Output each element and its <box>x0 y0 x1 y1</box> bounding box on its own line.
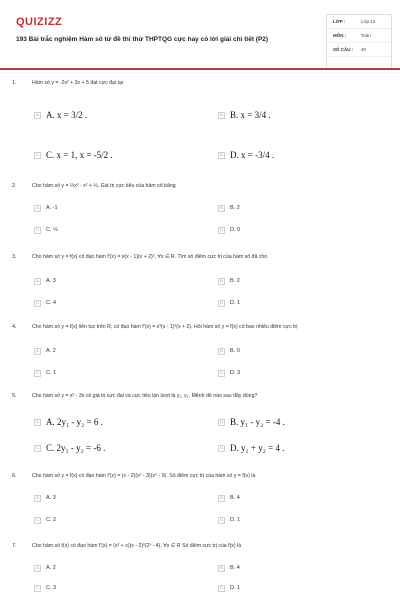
meta-label: LỚP : <box>333 19 346 24</box>
option-text: C. 4 <box>46 300 57 306</box>
option-a[interactable] <box>34 417 103 427</box>
question-number: 7. <box>12 543 17 549</box>
option-a[interactable] <box>34 203 58 213</box>
question-text: Cho hàm số y = f(x) có đạo hàm f'(x) = (x - 2)(x² - 3)(x⁴ - 9). Số điểm cực trị của hàm số y = f(x) là <box>32 473 256 479</box>
option-key-box: A <box>34 348 41 355</box>
option-text: B. y₁ - y₂ = -4 . <box>230 417 285 427</box>
meta-value: Lớp 12 <box>361 19 376 24</box>
option-d[interactable] <box>218 368 240 378</box>
option-key-box: D <box>218 152 225 159</box>
option-text: A. 2 <box>46 565 56 571</box>
option-b[interactable] <box>218 563 240 573</box>
question-text: Hàm số y = -2x² + 3x + 5 đạt cực đại tại <box>32 80 123 86</box>
option-text: C. ⅓ <box>46 227 58 233</box>
option-key-box: D <box>218 445 225 452</box>
meta-label: MÔN : <box>333 33 347 38</box>
option-text: A. 2y₁ - y₂ = 6 . <box>46 417 103 427</box>
option-a[interactable] <box>34 563 56 573</box>
meta-value: 40 <box>361 47 367 52</box>
option-key-box: A <box>34 112 41 119</box>
option-text: A. 3 <box>46 495 56 501</box>
option-text: A. x = 3/2 . <box>46 110 88 120</box>
option-text: A. 2 <box>46 348 56 354</box>
option-c[interactable] <box>34 298 56 308</box>
meta-info-box <box>326 14 392 70</box>
option-key-box: A <box>34 565 41 572</box>
option-a[interactable] <box>34 493 56 503</box>
option-text: C. x = 1, x = -5/2 . <box>46 150 113 160</box>
option-a[interactable] <box>34 346 56 356</box>
meta-value: Toán <box>361 33 371 38</box>
question-number: 3. <box>12 254 17 260</box>
option-key-box: D <box>218 370 225 377</box>
meta-row-subject <box>327 29 391 43</box>
option-key-box: B <box>218 278 225 285</box>
option-d[interactable] <box>218 515 240 525</box>
meta-row-class <box>327 15 391 29</box>
option-text: D. 1 <box>230 585 241 591</box>
question-text: Cho hàm số y = ⅓x³ - x² + ⅓. Giá trị cực tiểu của hàm số bằng <box>32 183 176 189</box>
question-text: Cho hàm số y = f(x) liên tục trên R, có đạo hàm f'(x) = x³(x - 1)²(x + 2). Hỏi hàm số y = f(x) có bao nhiêu điểm cực trị <box>32 324 298 330</box>
option-key-box: A <box>34 419 41 426</box>
question-number: 1. <box>12 80 17 86</box>
option-b[interactable] <box>218 276 240 286</box>
header-divider <box>0 68 400 70</box>
question-number: 5. <box>12 393 17 399</box>
option-key-box: B <box>218 205 225 212</box>
option-key-box: B <box>218 419 225 426</box>
option-key-box: C <box>34 152 41 159</box>
option-c[interactable] <box>34 583 56 593</box>
option-key-box: A <box>34 278 41 285</box>
option-d[interactable] <box>218 298 240 308</box>
option-key-box: D <box>218 227 225 234</box>
option-d[interactable] <box>218 150 274 160</box>
option-text: D. x = -3/4 . <box>230 150 275 160</box>
option-text: D. 1 <box>230 300 241 306</box>
option-key-box: C <box>34 445 41 452</box>
option-c[interactable] <box>34 515 56 525</box>
option-c[interactable] <box>34 150 113 160</box>
option-d[interactable] <box>218 583 240 593</box>
option-b[interactable] <box>218 417 285 427</box>
meta-row-count <box>327 43 391 57</box>
option-text: B. 0 <box>230 348 240 354</box>
option-text: B. 2 <box>230 205 240 211</box>
document-title: 193 Bài trắc nghiệm Hàm số từ đề thi thử THPTQG cực hay có lời giải chi tiết (P2) <box>16 36 269 43</box>
option-text: B. 4 <box>230 495 240 501</box>
option-key-box: C <box>34 585 41 592</box>
option-b[interactable] <box>218 493 240 503</box>
option-c[interactable] <box>34 368 56 378</box>
option-text: C. 3 <box>46 585 57 591</box>
option-text: C. 2y₁ - y₂ = -6 . <box>46 443 106 453</box>
option-a[interactable] <box>34 276 56 286</box>
question-number: 6. <box>12 473 17 479</box>
question-number: 2. <box>12 183 17 189</box>
option-text: C. 2 <box>46 517 57 523</box>
option-c[interactable] <box>34 443 105 453</box>
option-text: A. -1 <box>46 205 58 211</box>
option-key-box: C <box>34 370 41 377</box>
quizizz-logo: QUIZIZZ <box>16 16 63 28</box>
option-text: A. 3 <box>46 278 56 284</box>
option-key-box: D <box>218 517 225 524</box>
option-key-box: D <box>218 585 225 592</box>
option-c[interactable] <box>34 225 58 235</box>
option-key-box: B <box>218 495 225 502</box>
option-text: B. 4 <box>230 565 240 571</box>
document-header <box>8 8 392 68</box>
option-key-box: C <box>34 300 41 307</box>
option-key-box: B <box>218 112 225 119</box>
option-text: D. 0 <box>230 227 241 233</box>
option-text: D. 3 <box>230 370 241 376</box>
option-key-box: B <box>218 565 225 572</box>
option-d[interactable] <box>218 225 240 235</box>
option-text: D. 1 <box>230 517 241 523</box>
option-key-box: D <box>218 300 225 307</box>
question-text: Cho hàm số y = x³ - 3x có giá trị cực đại và cực tiểu lần lượt là y₁, y₂. Mệnh đề nào sau đây đúng? <box>32 393 258 399</box>
option-text: C. 1 <box>46 370 57 376</box>
question-text: Cho hàm số f(x) có đạo hàm f'(x) = (x² + x)(x - 2)²(2ˣ - 4), ∀x ∈ R Số điểm cực trị của f(x) là <box>32 543 242 549</box>
option-key-box: A <box>34 205 41 212</box>
question-text: Cho hàm số y = f(x) có đạo hàm f'(x) = x(x - 1)(x + 2)², ∀x ∈ R. Tìm số điểm cực trị của hàm số đã cho <box>32 254 268 260</box>
option-b[interactable] <box>218 203 240 213</box>
option-key-box: A <box>34 495 41 502</box>
option-b[interactable] <box>218 346 240 356</box>
option-b[interactable] <box>218 110 271 120</box>
question-number: 4. <box>12 324 17 330</box>
option-d[interactable] <box>218 443 284 453</box>
option-text: B. x = 3/4 . <box>230 110 271 120</box>
option-text: D. y₁ + y₂ = 4 . <box>230 443 285 453</box>
option-text: B. 2 <box>230 278 240 284</box>
option-key-box: C <box>34 517 41 524</box>
option-a[interactable] <box>34 110 87 120</box>
option-key-box: B <box>218 348 225 355</box>
option-key-box: C <box>34 227 41 234</box>
meta-label: SỐ CÂU : <box>333 47 354 52</box>
